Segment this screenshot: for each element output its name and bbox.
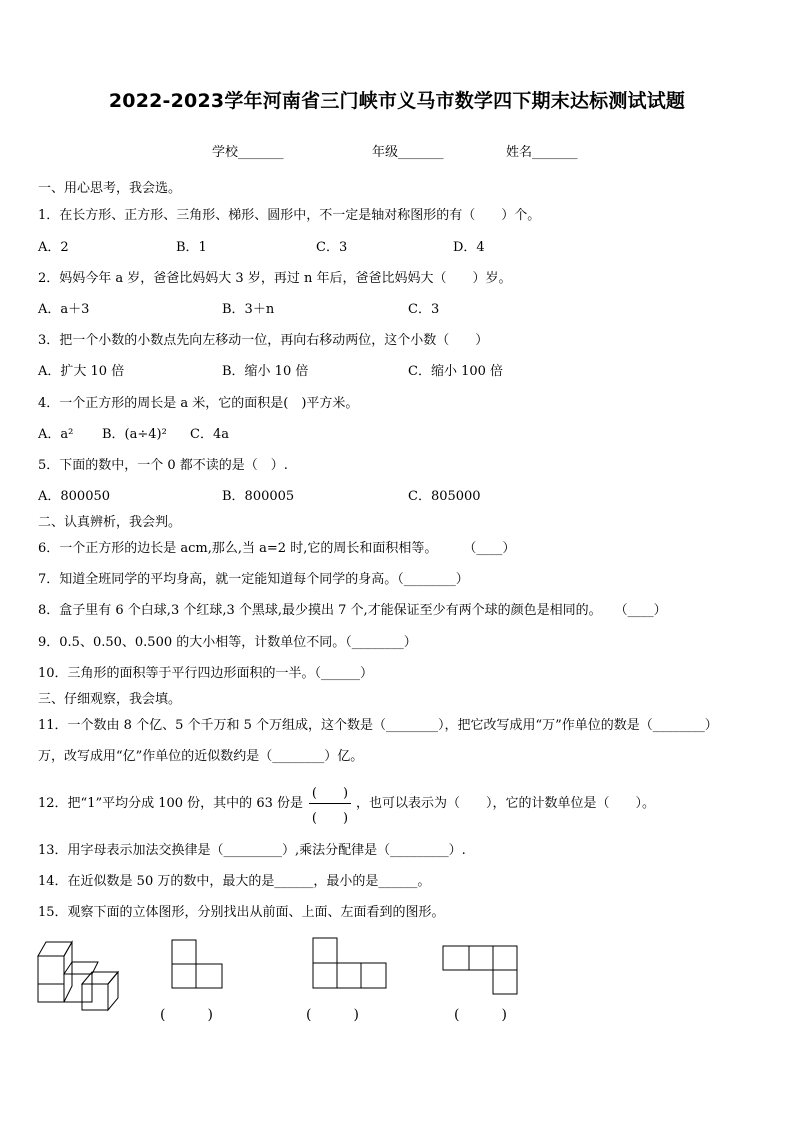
question-13: 13．用字母表示加法交换律是（_________）,乘法分配律是（_________）. [38, 843, 466, 858]
option-a: A．800050 [38, 489, 111, 504]
school-field: 学校_______ [212, 145, 284, 160]
question-2: 2．妈妈今年 a 岁，爸爸比妈妈大 3 岁，再过 n 年后，爸爸比妈妈大（ ）岁。 [38, 271, 512, 286]
view-option-2 [313, 938, 389, 990]
fraction-bar [309, 803, 351, 804]
option-b: B．800005 [222, 489, 295, 504]
view-option-3 [443, 946, 519, 996]
exam-title: 2022-2023学年河南省三门峡市义马市数学四下期末达标测试试题 [108, 90, 686, 112]
option-b: B．缩小 10 倍 [222, 364, 309, 379]
question-11: 11．一个数由 8 个亿、5 个千万和 5 个万组成，这个数是（________），把它改写成用“万”作单位的数是（________） [38, 718, 718, 733]
option-c: C．4a [190, 427, 229, 442]
question-3: 3．把一个小数的小数点先向左移动一位，再向右移动两位，这个小数（ ） [38, 333, 489, 348]
option-d: D．4 [453, 240, 485, 255]
question-5: 5．下面的数中，一个 0 都不读的是（ ）. [38, 458, 288, 473]
question-12-suffix: ，也可以表示为（ ），它的计数单位是（ ）。 [356, 796, 656, 811]
section-heading: 二、认真辨析，我会判。 [38, 515, 182, 530]
grade-field: 年级_______ [372, 145, 444, 160]
section-heading: 一、用心思考，我会选。 [38, 181, 182, 196]
option-c: C．805000 [408, 489, 481, 504]
question-7: 7．知道全班同学的平均身高，就一定能知道每个同学的身高。（________） [38, 572, 469, 587]
question-9: 9．0.5、0.50、0.500 的大小相等，计数单位不同。（________） [38, 635, 417, 650]
fraction-denominator: ( ) [311, 811, 349, 826]
question-1: 1．在长方形、正方形、三角形、梯形、圆形中，不一定是轴对称图形的有（ ）个。 [38, 208, 541, 223]
answer-blank-1: ( ) [160, 1007, 213, 1023]
option-c: C．3 [408, 302, 440, 317]
question-8: 8．盒子里有 6 个白球,3 个红球,3 个黑球,最少摸出 7 个,才能保证至少有两个球的颜色是相同的。 （____） [38, 603, 667, 618]
answer-blank-3: ( ) [454, 1007, 507, 1023]
option-a: A．a² [38, 427, 74, 442]
question-4: 4．一个正方形的周长是 a 米，它的面积是( )平方米。 [38, 396, 359, 411]
section-heading: 三、仔细观察，我会填。 [38, 692, 182, 707]
question-12-prefix: 12．把“1”平均分成 100 份，其中的 63 份是 [38, 796, 303, 811]
option-a: A．扩大 10 倍 [38, 364, 125, 379]
option-b: B．(a÷4)² [102, 427, 167, 442]
question-14: 14．在近似数是 50 万的数中，最大的是______，最小的是______。 [38, 874, 431, 889]
name-field: 姓名_______ [506, 145, 578, 160]
question-15: 15．观察下面的立体图形，分别找出从前面、上面、左面看到的图形。 [38, 905, 445, 920]
question-6: 6．一个正方形的边长是 acm,那么,当 a=2 时,它的周长和面积相等。 （____） [38, 541, 516, 556]
option-a: A．2 [38, 240, 69, 255]
question-11-continued: 万，改写成用“亿”作单位的近似数约是（________）亿。 [38, 749, 364, 764]
option-c: C．缩小 100 倍 [408, 364, 504, 379]
option-b: B．1 [176, 240, 207, 255]
fraction-numerator: ( ) [311, 786, 349, 801]
answer-blank-2: ( ) [306, 1007, 359, 1023]
question-10: 10．三角形的面积等于平行四边形面积的一半。（______） [38, 666, 374, 681]
solid-figure-cubes [38, 940, 124, 1012]
option-a: A．a＋3 [38, 302, 90, 317]
option-b: B．3＋n [222, 302, 275, 317]
fraction-blank [307, 782, 353, 826]
view-option-1 [172, 940, 224, 990]
option-c: C．3 [316, 240, 348, 255]
